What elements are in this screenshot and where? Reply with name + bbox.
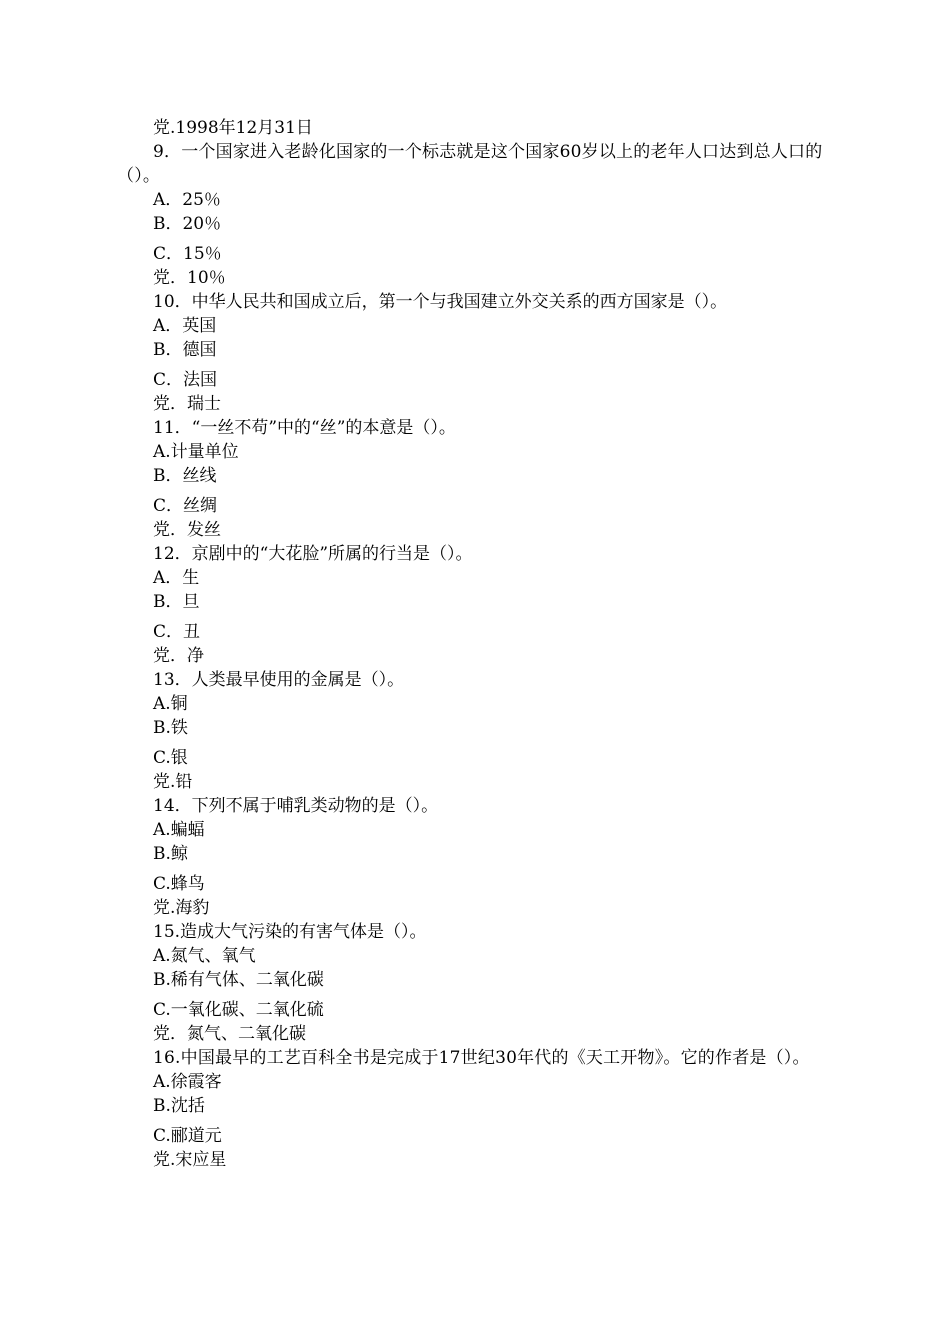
text-line: A.氮气、氧气: [153, 946, 256, 966]
text-line: C.一氧化碳、二氧化硫: [153, 1000, 324, 1020]
text-line: A.蝙蝠: [153, 820, 205, 840]
text-line: 党.1998年12月31日: [153, 118, 313, 138]
text-line: A.铜: [153, 694, 188, 714]
text-line: 党.宋应星: [153, 1150, 227, 1170]
text-line: 党.海豹: [153, 898, 210, 918]
text-line: B．20％: [153, 214, 222, 234]
text-line: 党．10％: [153, 268, 226, 288]
text-line: 党.铅: [153, 772, 193, 792]
text-line: A.计量单位: [153, 442, 239, 462]
text-line: 党．净: [153, 646, 204, 666]
text-line: C．15％: [153, 244, 222, 264]
text-line: B.铁: [153, 718, 188, 738]
text-line: 15.造成大气污染的有害气体是（）。: [153, 922, 427, 942]
text-line: A．25％: [153, 190, 221, 210]
text-line: 14．下列不属于哺乳类动物的是（）。: [153, 796, 439, 816]
text-line: 13．人类最早使用的金属是（）。: [153, 670, 405, 690]
text-line: B．丝线: [153, 466, 217, 486]
text-line: 党．瑞士: [153, 394, 221, 414]
text-line: 12．京剧中的“大花脸”所属的行当是（）。: [153, 544, 473, 564]
text-line: B.稀有气体、二氧化碳: [153, 970, 324, 990]
text-line: B．旦: [153, 592, 200, 612]
question-text: 16.中国最早的工艺百科全书是完成于17世纪30年代的《天工开物》。它的作者是（）。: [153, 1048, 810, 1068]
text-line: A．英国: [153, 316, 217, 336]
text-line: 10．中华人民共和国成立后，第一个与我国建立外交关系的西方国家是（）。: [153, 292, 728, 312]
text-line: B．德国: [153, 340, 217, 360]
text-line: C.银: [153, 748, 188, 768]
text-line: A．生: [153, 568, 200, 588]
text-line: B.鲸: [153, 844, 188, 864]
text-line: C．丝绸: [153, 496, 218, 516]
text-line: 党．氮气、二氧化碳: [153, 1024, 306, 1044]
text-line: C．丑: [153, 622, 201, 642]
text-line: C.蜂鸟: [153, 874, 205, 894]
text-line: C.郦道元: [153, 1126, 222, 1146]
text-line: 11．“一丝不苟”中的“丝”的本意是（）。: [153, 418, 456, 438]
question-text: 9．一个国家进入老龄化国家的一个标志就是这个国家60岁以上的老年人口达到总人口的（）。: [117, 142, 823, 186]
question-list: [117, 116, 839, 1172]
text-line: A.徐霞客: [153, 1072, 222, 1092]
text-line: 党．发丝: [153, 520, 221, 540]
text-line: B.沈括: [153, 1096, 205, 1116]
text-line: C．法国: [153, 370, 218, 390]
